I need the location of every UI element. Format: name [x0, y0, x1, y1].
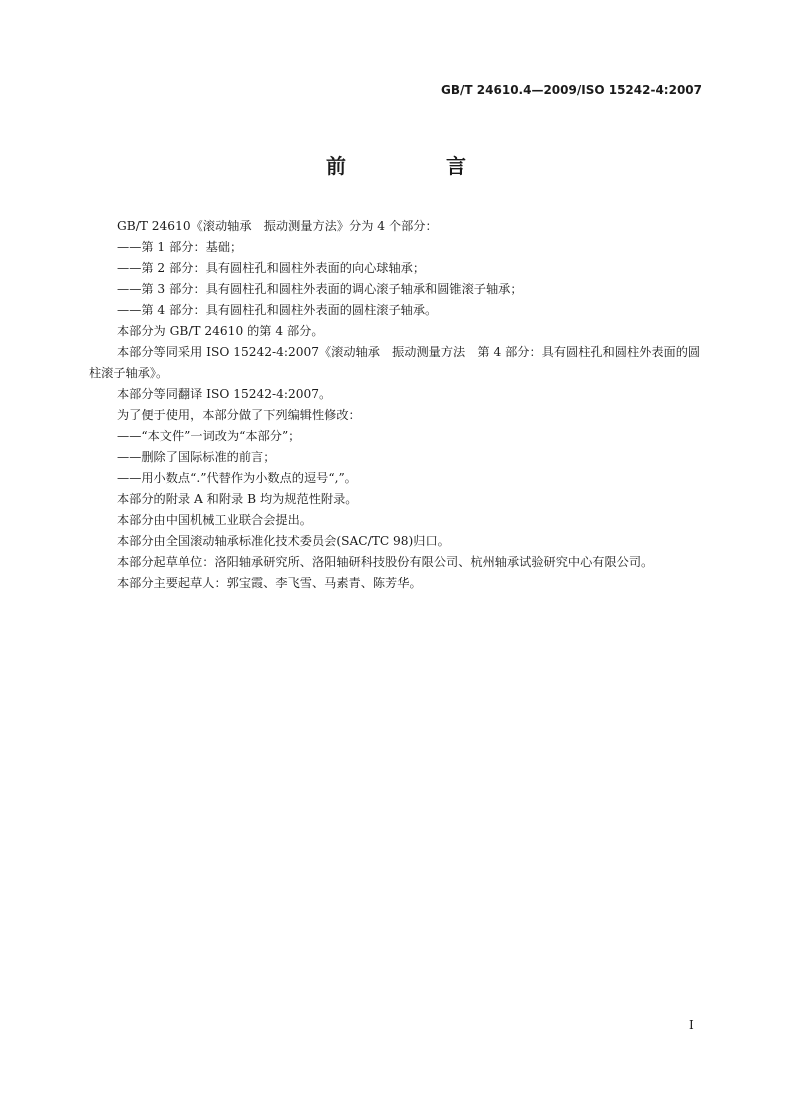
list-item: ——用小数点“.”代替作为小数点的逗号“,”。	[117, 471, 357, 485]
list-item: ——第 2 部分：具有圆柱孔和圆柱外表面的向心球轴承；	[117, 261, 426, 275]
paragraph: 本部分等同翻译 ISO 15242-4:2007。	[117, 387, 332, 401]
standard-code-header: GB/T 24610.4—2009/ISO 15242-4:2007	[441, 83, 702, 97]
page-number: I	[689, 1018, 694, 1032]
paragraph: GB/T 24610《滚动轴承 振动测量方法》分为 4 个部分：	[117, 219, 438, 233]
paragraph: 本部分起草单位：洛阳轴承研究所、洛阳轴研科技股份有限公司、杭州轴承试验研究中心有限公司。	[117, 555, 654, 569]
paragraph: 本部分的附录 A 和附录 B 均为规范性附录。	[117, 492, 358, 506]
paragraph: 为了便于使用，本部分做了下列编辑性修改：	[117, 408, 361, 422]
list-item: ——第 1 部分：基础；	[117, 240, 243, 254]
paragraph: 本部分等同采用 ISO 15242-4:2007《滚动轴承 振动测量方法 第 4 部分：具有圆柱孔和圆柱外表面的圆柱滚子轴承》。	[89, 345, 701, 380]
list-item: ——第 3 部分：具有圆柱孔和圆柱外表面的调心滚子轴承和圆锥滚子轴承；	[117, 282, 523, 296]
page-title: 前 言	[326, 154, 506, 178]
list-item: ——第 4 部分：具有圆柱孔和圆柱外表面的圆柱滚子轴承。	[117, 303, 438, 317]
list-item: ——删除了国际标准的前言；	[117, 450, 276, 464]
paragraph: 本部分由中国机械工业联合会提出。	[117, 513, 312, 527]
paragraph: 本部分由全国滚动轴承标准化技术委员会(SAC/TC 98)归口。	[117, 534, 450, 548]
foreword-body	[89, 216, 705, 594]
paragraph: 本部分主要起草人：郭宝霞、李飞雪、马素青、陈芳华。	[117, 576, 422, 590]
list-item: ——“本文件”一词改为“本部分”；	[117, 429, 301, 443]
paragraph: 本部分为 GB/T 24610 的第 4 部分。	[117, 324, 324, 338]
